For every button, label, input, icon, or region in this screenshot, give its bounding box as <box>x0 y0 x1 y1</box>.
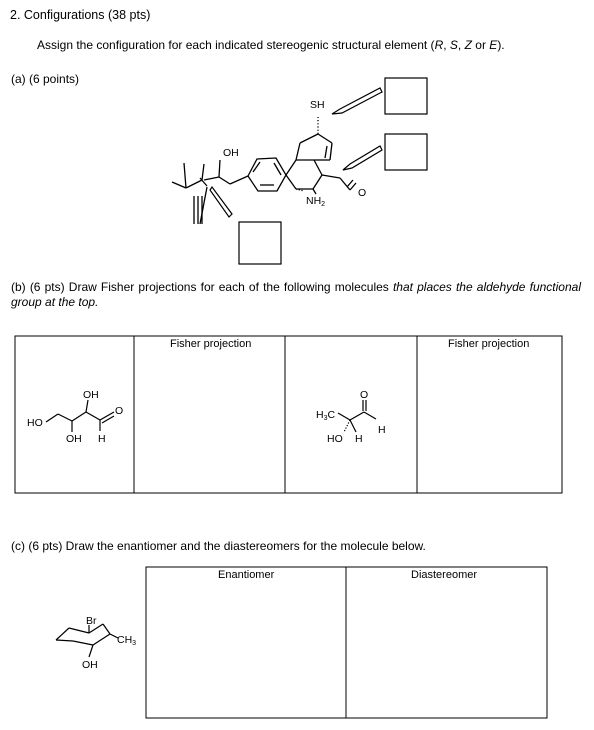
fisher-answer-cell-2[interactable] <box>418 337 561 492</box>
mol1-ho-left: HO <box>27 417 43 429</box>
part-a-molecule <box>172 117 356 224</box>
question-title: 2. Configurations (38 pts) <box>10 8 151 22</box>
diastereomer-answer-cell[interactable] <box>347 568 546 717</box>
mol2-h: H <box>378 424 386 436</box>
mol1-o: O <box>115 405 124 417</box>
part-b-table <box>15 336 562 493</box>
part-c-label: (c) (6 pts) Draw the enantiomer and the diastereomers for the molecule below. <box>11 539 426 553</box>
question-instruction: Assign the configuration for each indicated stereogenic structural element (R, S, Z or E). <box>37 38 505 52</box>
diastereomer-header: Diastereomer <box>411 569 478 581</box>
mol-c-oh: OH <box>82 659 98 671</box>
enantiomer-answer-cell[interactable] <box>147 568 345 717</box>
mol1-h: H <box>98 433 106 445</box>
mol2-o: O <box>360 389 369 401</box>
part-b-molecule-1 <box>46 400 114 432</box>
fisher-answer-cell-1[interactable] <box>135 337 284 492</box>
part-c-table <box>146 567 547 718</box>
fisher-projection-header-1: Fisher projection <box>170 338 252 350</box>
mol1-oh-bottom: OH <box>66 433 82 445</box>
mol-c-ch3: CH3 <box>117 634 137 647</box>
enantiomer-header: Enantiomer <box>218 569 275 581</box>
mol2-h3c: H3C <box>316 409 336 422</box>
answer-box-sh[interactable] <box>385 78 427 114</box>
part-b-label: (b) (6 pts) Draw Fisher projections for each of the following molecules that places the aldehyde functional group at the top. <box>11 280 581 309</box>
label-nh2: NH2 <box>306 195 326 208</box>
part-c-molecule <box>56 624 118 657</box>
label-o: O <box>358 187 367 199</box>
label-sh: SH <box>310 99 325 111</box>
label-oh: OH <box>223 147 239 159</box>
part-b-molecule-2 <box>338 400 376 432</box>
answer-box-middle[interactable] <box>385 134 427 170</box>
fisher-projection-header-2: Fisher projection <box>448 338 530 350</box>
mol2-ho: HO <box>327 433 343 445</box>
mol-c-br: Br <box>86 615 97 627</box>
mol2-h-bottom: H <box>355 433 363 445</box>
part-a-label: (a) (6 points) <box>11 72 80 86</box>
mol1-oh-top: OH <box>83 389 99 401</box>
answer-box-alkene[interactable] <box>239 222 281 264</box>
